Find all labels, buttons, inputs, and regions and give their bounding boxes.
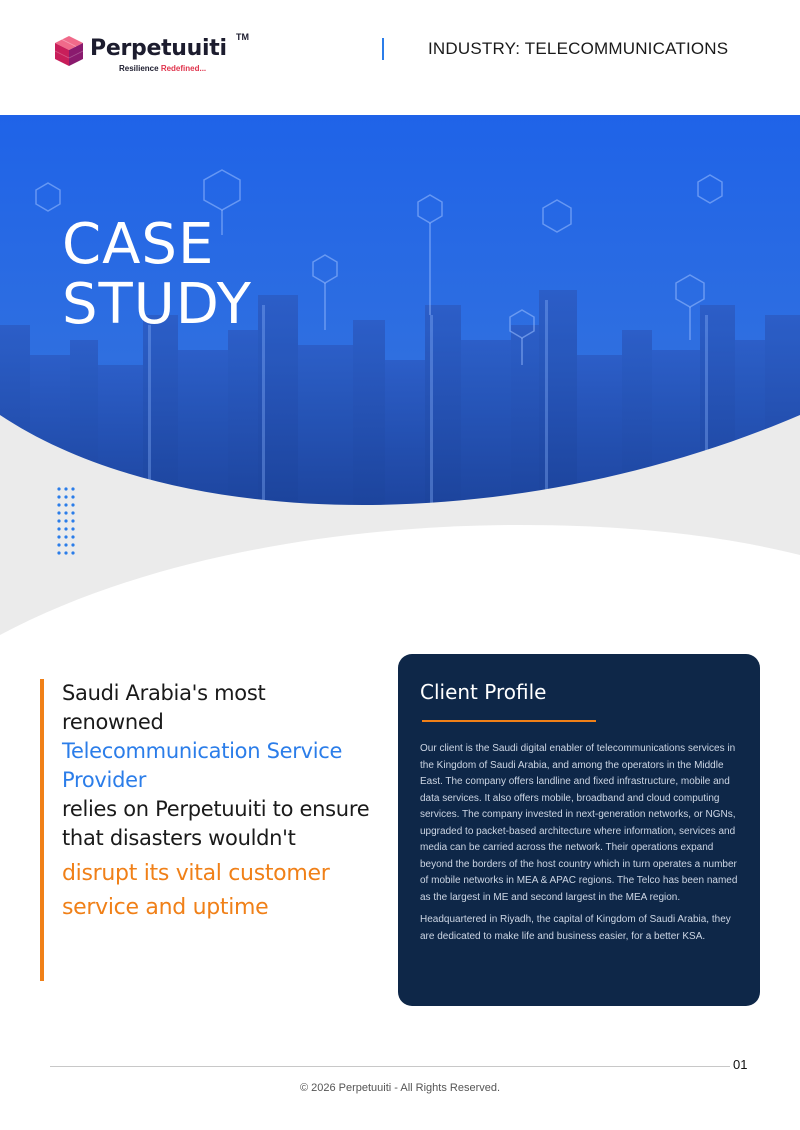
quote-line-1: Saudi Arabia's most renowned	[62, 681, 266, 734]
quote-line-2: relies on Perpetuuiti to ensure that disasters wouldn't	[62, 797, 370, 850]
logo-tagline-accent: Redefined...	[160, 64, 207, 73]
quote-highlight-orange: disrupt its vital customer service and uptime	[62, 861, 330, 920]
quote-text	[62, 679, 372, 925]
quote-accent-bar	[40, 679, 44, 981]
client-profile-paragraph-2: Headquartered in Riyadh, the capital of Kingdom of Saudi Arabia, they are dedicated to make life and business easier, for a better KSA.	[420, 914, 731, 942]
industry-label: INDUSTRY: TELECOMMUNICATIONS	[428, 39, 729, 58]
title-line-1: CASE	[62, 212, 215, 277]
header-divider	[382, 38, 384, 60]
client-profile-paragraph-1: Our client is the Saudi digital enabler of telecommunications services in the Kingdom of Saudi Arabia, and among the operators in the Middle East. The company offers landline and fixed infrastructure, mobile and data services. It also offers mobile, broadband and cloud computing services. The company invested in next-generation networks, or NGNs, upgraded to packet-based architecture where information, services and media can be carried across the network. Their operations expand beyond the borders of the host country which in turn operates a number of mobile networks in MEA & APAC regions. The Telco has been named as the largest in ME and second largest in the MEA region.	[420, 743, 738, 903]
company-logo	[52, 34, 252, 78]
client-profile-heading: Client Profile	[420, 680, 547, 704]
client-profile-body	[420, 741, 742, 945]
cube-logo-icon	[52, 34, 86, 68]
logo-tagline-text: Resilience	[119, 64, 161, 73]
title-line-2: STUDY	[62, 272, 253, 337]
case-study-title	[62, 212, 253, 337]
logo-tagline	[119, 64, 206, 73]
page-header	[0, 0, 800, 115]
decorative-dot-grid	[57, 487, 77, 557]
client-profile-card	[398, 654, 760, 1006]
copyright-notice: © 2026 Perpetuuiti - All Rights Reserved.	[299, 1082, 501, 1094]
hero-cityscape-image	[0, 115, 800, 655]
heading-underline	[422, 720, 596, 722]
quote-highlight-blue: Telecommunication Service Provider	[62, 739, 343, 792]
page-number: 01	[733, 1057, 748, 1072]
hero-banner	[0, 115, 800, 655]
logo-wordmark: Perpetuuiti	[90, 36, 227, 61]
trademark-mark: TM	[236, 32, 249, 42]
footer-divider	[50, 1066, 730, 1067]
